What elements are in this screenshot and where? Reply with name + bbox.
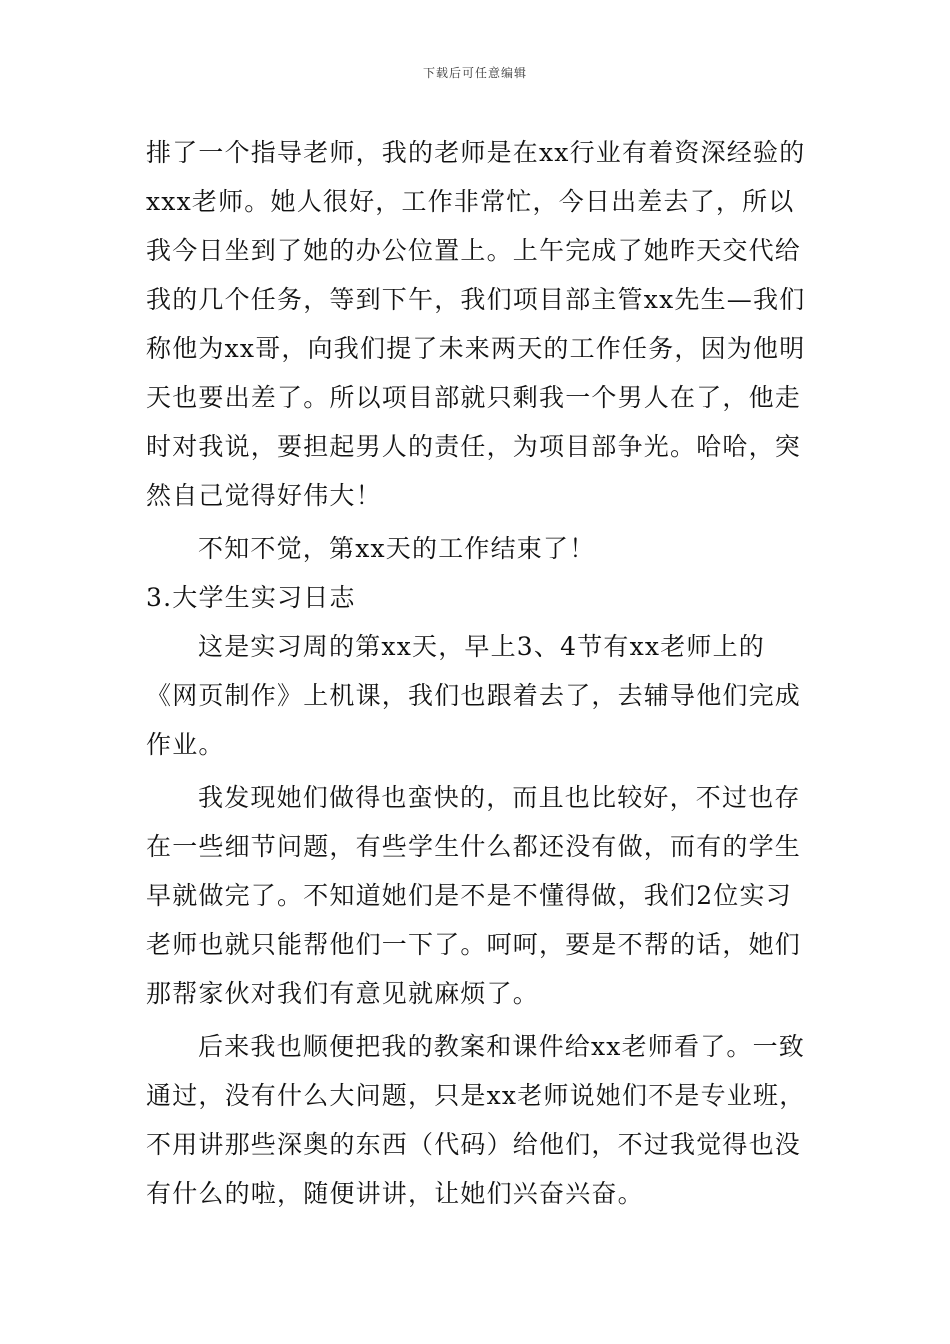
paragraph-day-end: 不知不觉，第xx天的工作结束了！	[198, 534, 596, 563]
paragraph-observation: 我发现她们做得也蛮快的，而且也比较好，不过也存在一些细节问题，有些学生什么都还没有做，而有的学生早就做完了。不知道她们是不是不懂得做，我们2位实习老师也就只能帮他们一下了。呵呵，要是不帮的话，她们那帮家伙对我们有意见就麻烦了。	[146, 783, 802, 1008]
paragraph-continuation: 排了一个指导老师，我的老师是在xx行业有着资深经验的xxx老师。她人很好，工作非常忙，今日出差去了，所以我今日坐到了她的办公位置上。上午完成了她昨天交代给我的几个任务，等到下午，我们项目部主管xx先生—我们称他为xx哥，向我们提了未来两天的工作任务，因为他明天也要出差了。所以项目部就只剩我一个男人在了，他走时对我说，要担起男人的责任，为项目部争光。哈哈，突然自己觉得好伟大！	[146, 138, 806, 510]
page-header-note: 下载后可任意编辑	[422, 66, 527, 80]
paragraph-lesson-plan: 后来我也顺便把我的教案和课件给xx老师看了。一致通过，没有什么大问题，只是xx老师说她们不是专业班，不用讲那些深奥的东西（代码）给他们，不过我觉得也没有什么的啦，随便讲讲，让她们兴奋兴奋。	[146, 1032, 806, 1208]
document-body	[146, 128, 810, 1218]
paragraph-intro: 这是实习周的第xx天，早上3、4节有xx老师上的《网页制作》上机课，我们也跟着去了，去辅导他们完成作业。	[146, 632, 802, 759]
section-heading: 3.大学生实习日志	[146, 583, 356, 612]
